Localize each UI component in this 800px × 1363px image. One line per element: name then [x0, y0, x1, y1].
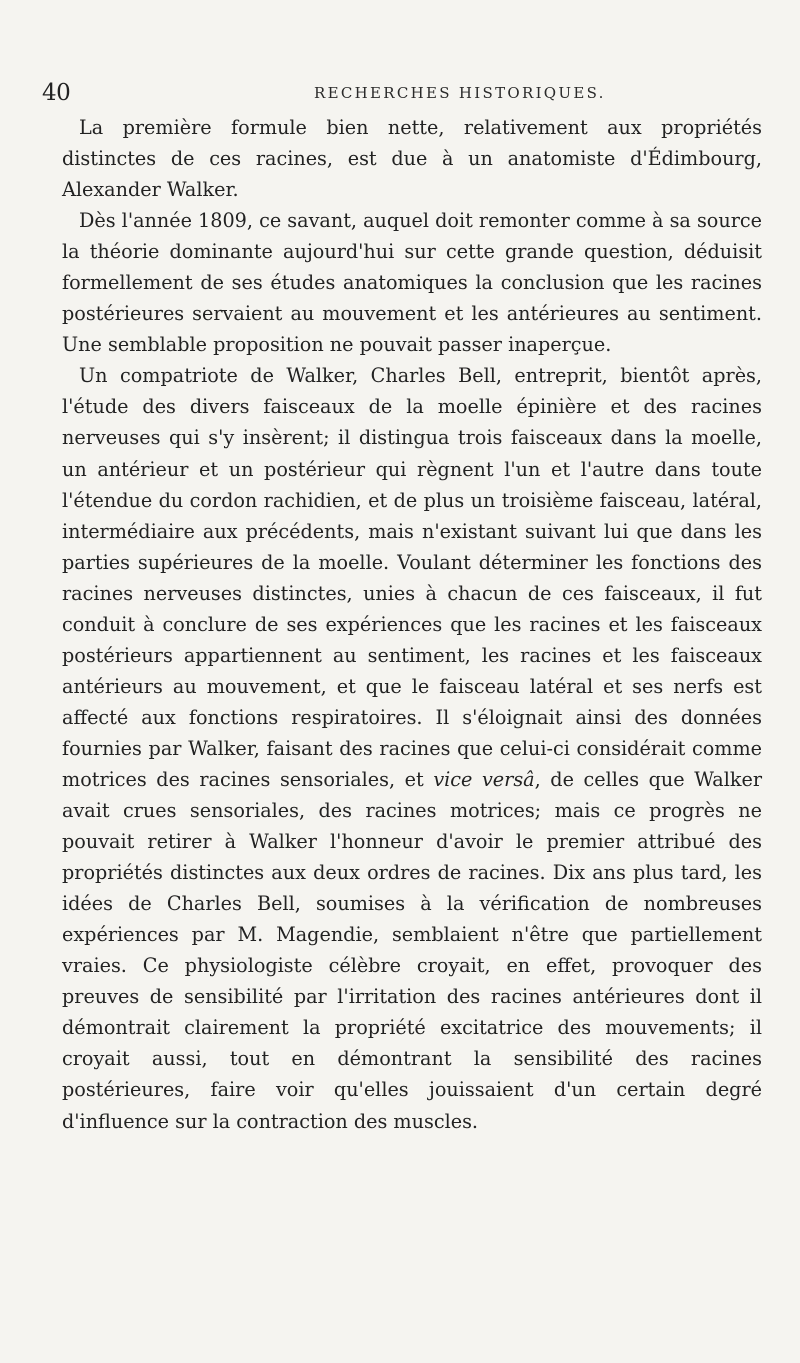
paragraph-1: La première formule bien nette, relativement aux propriétés distinctes de ces racines, est due à un anatomiste d'Édimbourg, Alexander Walker. [62, 116, 762, 202]
running-title: RECHERCHES HISTORIQUES. [314, 84, 606, 102]
paragraph-3 [62, 360, 762, 1136]
page-header [42, 80, 740, 110]
page-number: 40 [42, 80, 71, 106]
paragraph-2: Dès l'année 1809, ce savant, auquel doit remonter comme à sa source la théorie dominante aujourd'hui sur cette grande question, déduisit formellement de ses études anatomiques la conclusion que les racines postérieures servaient au mouvement et les antérieures au sentiment. Une semblable proposition ne pouvait passer inaperçue. [62, 209, 762, 357]
body-text [62, 112, 762, 1137]
paragraph-3-text-after-italic: , de celles que Walker avait crues sensoriales, des racines motrices; mais ce progrès ne pouvait retirer à Walker l'honneur d'avoir le premier attribué des propriétés distinctes aux deux ordres de racines. Dix ans plus tard, les idées de Charles Bell, soumises à la vérification de nombreuses expériences par M. Magendie, semblaient n'être que partiellement vraies. Ce physiologiste célèbre croyait, en effet, provoquer des preuves de sensibilité par l'irritation des racines antérieures dont il démontrait clairement la propriété excitatrice des mouvements; il croyait aussi, tout en démontrant la sensibilité des racines postérieures, faire voir qu'elles jouissaient d'un certain degré d'influence sur la contraction des muscles. [62, 767, 762, 1133]
paragraph-3-text-before-italic: Un compatriote de Walker, Charles Bell, entreprit, bientôt après, l'étude des divers faisceaux de la moelle épinière et des racines nerveuses qui s'y insèrent; il distingua trois faisceaux dans la moelle, un antérieur et un postérieur qui règnent l'un et l'autre dans toute l'étendue du cordon rachidien, et de plus un troisième faisceau, latéral, intermédiaire aux précédents, mais n'existant suivant lui que dans les parties supérieures de la moelle. Voulant déterminer les fonctions des racines nerveuses distinctes, unies à chacun de ces faisceaux, il fut conduit à conclure de ses expériences que les racines et les faisceaux postérieurs appartiennent au sentiment, les racines et les faisceaux antérieurs au mouvement, et que le faisceau latéral et ses nerfs est affecté aux fonctions respiratoires. Il s'éloignait ainsi des données fournies par Walker, faisant des racines que celui-ci considérait comme motrices des racines sensoriales, et [62, 364, 762, 791]
italic-phrase: vice versâ [433, 767, 535, 791]
